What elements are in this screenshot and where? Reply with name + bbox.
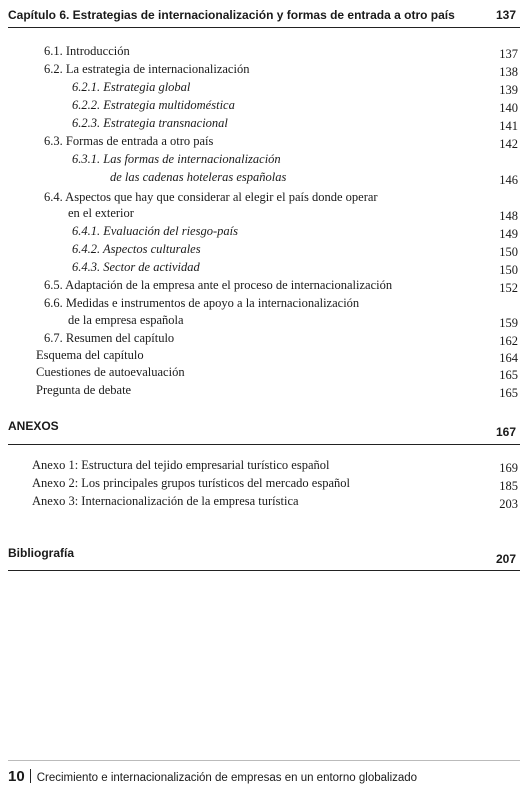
toc-entry[interactable]: 6.2.1. Estrategia global <box>72 80 191 94</box>
toc-entry[interactable]: 6.7. Resumen del capítulo <box>44 331 175 345</box>
toc-page: 137 <box>499 47 518 61</box>
toc-page: 149 <box>499 227 518 241</box>
anexos-rule <box>8 444 520 445</box>
chapter-title: Capítulo 6. Estrategias de internacionalización y formas de entrada a otro país <box>8 8 455 22</box>
anexo-page: 203 <box>499 497 518 511</box>
toc-entry[interactable]: 6.3. Formas de entrada a otro país <box>44 134 214 148</box>
page-footer <box>8 768 417 785</box>
anexo-entry[interactable]: Anexo 1: Estructura del tejido empresarial turístico español <box>32 458 330 472</box>
anexo-entry[interactable]: Anexo 2: Los principales grupos turísticos del mercado español <box>32 476 350 490</box>
toc-page: 165 <box>499 368 518 382</box>
anexo-entry[interactable]: Anexo 3: Internacionalización de la empresa turística <box>32 494 299 508</box>
toc-page: 138 <box>499 65 518 79</box>
toc-entry[interactable]: 6.1. Introducción <box>44 44 130 58</box>
header-rule <box>8 27 520 28</box>
toc-entry-continued[interactable]: de la empresa española <box>68 313 184 327</box>
toc-entry[interactable]: Esquema del capítulo <box>36 348 144 362</box>
toc-page: 150 <box>499 263 518 277</box>
toc-entry[interactable]: 6.5. Adaptación de la empresa ante el proceso de internacionalización <box>44 278 393 292</box>
anexo-page: 185 <box>499 479 518 493</box>
toc-page: 148 <box>499 209 518 223</box>
footer-divider <box>30 769 31 783</box>
toc-entry[interactable]: 6.4.3. Sector de actividad <box>72 260 200 274</box>
toc-entry-continued[interactable]: en el exterior <box>68 206 134 220</box>
toc-entry[interactable]: Cuestiones de autoevaluación <box>36 365 185 379</box>
toc-page: 146 <box>499 173 518 187</box>
bibliografia-page: 207 <box>495 552 516 566</box>
anexos-page: 167 <box>495 425 516 439</box>
toc-entry[interactable]: 6.2. La estrategia de internacionalización <box>44 62 250 76</box>
toc-entry[interactable]: 6.2.2. Estrategia multidoméstica <box>72 98 235 112</box>
anexos-title: ANEXOS <box>8 419 59 433</box>
toc-entry[interactable]: 6.4.1. Evaluación del riesgo-país <box>72 224 238 238</box>
bibliografia-rule <box>8 570 520 571</box>
toc-entry[interactable]: 6.2.3. Estrategia transnacional <box>72 116 228 130</box>
toc-page: 140 <box>499 101 518 115</box>
toc-page: 164 <box>499 351 518 365</box>
toc-page: 152 <box>499 281 518 295</box>
toc-page: 162 <box>499 334 518 348</box>
page-number: 10 <box>8 768 25 785</box>
toc-page: 165 <box>499 386 518 400</box>
toc-page: 141 <box>499 119 518 133</box>
toc-entry[interactable]: 6.3.1. Las formas de internacionalización <box>72 152 281 166</box>
chapter-page: 137 <box>495 8 516 22</box>
toc-entry[interactable]: 6.4. Aspectos que hay que considerar al elegir el país donde operar <box>44 190 378 204</box>
toc-entry[interactable]: Pregunta de debate <box>36 383 132 397</box>
toc-page: 159 <box>499 316 518 330</box>
anexo-page: 169 <box>499 461 518 475</box>
toc-page: 142 <box>499 137 518 151</box>
toc-page: 139 <box>499 83 518 97</box>
footer-rule <box>8 760 520 761</box>
toc-entry-continued[interactable]: de las cadenas hoteleras españolas <box>110 170 287 184</box>
bibliografia-title: Bibliografía <box>8 546 75 560</box>
toc-entry[interactable]: 6.4.2. Aspectos culturales <box>72 242 201 256</box>
book-title: Crecimiento e internacionalización de empresas en un entorno globalizado <box>36 772 418 784</box>
toc-entry[interactable]: 6.6. Medidas e instrumentos de apoyo a la internacionalización <box>44 296 360 310</box>
toc-page: 150 <box>499 245 518 259</box>
